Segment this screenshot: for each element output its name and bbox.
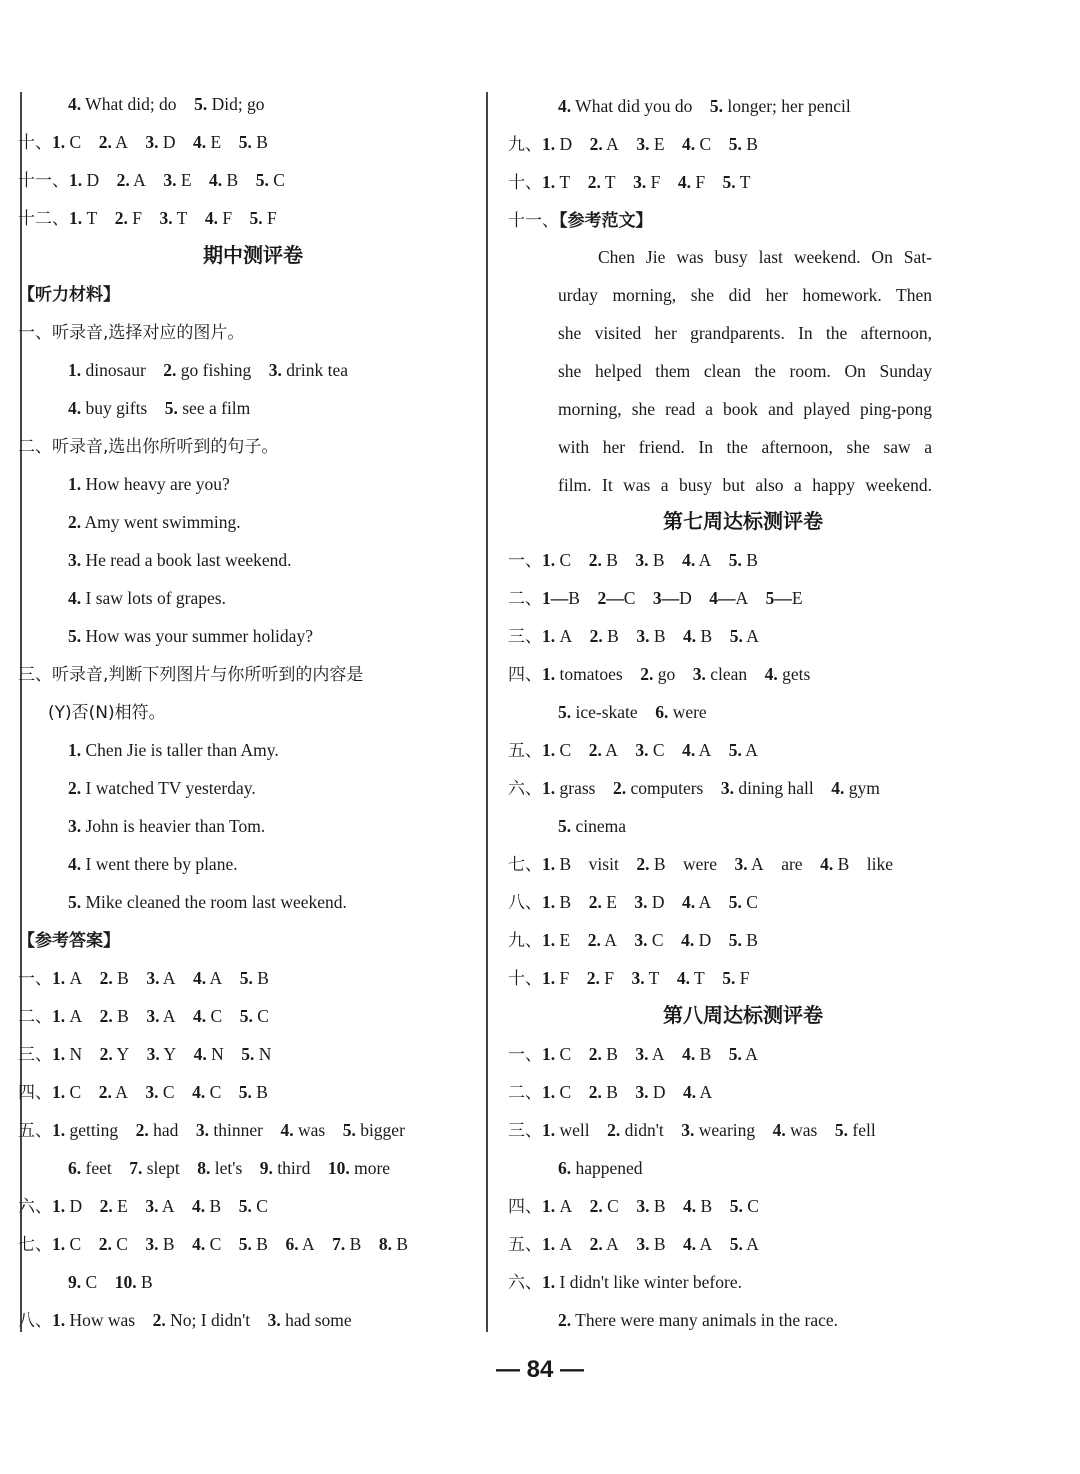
answer-text: 1. F 2. F 3. T 4. T 5. F <box>542 968 750 988</box>
answer-text: 1. C 2. B 3. B 4. A 5. B <box>542 550 758 570</box>
answer-text: 1. C 2. B 3. D 4. A <box>542 1082 713 1102</box>
answer-line <box>68 738 279 762</box>
answer-line <box>508 586 803 611</box>
answer-line <box>508 1194 759 1219</box>
answer-line <box>18 1232 408 1257</box>
question-number: 一、 <box>508 1045 542 1065</box>
answer-line <box>18 1194 268 1219</box>
answer-text: 1. Chen Jie is taller than Amy. <box>68 740 279 760</box>
answer-text: 听录音,选出你所听到的句子。 <box>52 437 279 457</box>
answer-line <box>508 1080 712 1105</box>
answer-line <box>508 548 758 573</box>
answer-text: 1. tomatoes 2. go 3. clean 4. gets <box>542 664 811 684</box>
essay-line: urday morning, she did her homework. Then <box>558 285 932 305</box>
answer-line <box>68 358 348 382</box>
answer-line <box>508 1270 742 1295</box>
answer-text: 1. T 2. T 3. F 4. F 5. T <box>542 172 751 192</box>
question-number: 六、 <box>508 779 542 799</box>
answer-text: 3. He read a book last weekend. <box>68 550 292 570</box>
answer-text: 4. What did; do 5. Did; go <box>68 94 265 114</box>
page-number: — 84 — <box>495 1356 585 1383</box>
essay-line: film. It was a busy but also a happy weekend. <box>558 475 932 495</box>
question-number: 九、 <box>508 135 542 155</box>
answer-line <box>508 738 758 763</box>
question-number: 八、 <box>18 1311 52 1331</box>
section-heading: 第八周达标测评卷 <box>663 1003 823 1027</box>
question-number: 三、 <box>18 665 52 685</box>
answer-line <box>68 814 265 838</box>
answer-text: 1. A 2. A 3. B 4. A 5. A <box>542 1234 759 1254</box>
section-tag <box>18 282 120 307</box>
answer-line <box>18 206 277 231</box>
answer-line <box>48 700 166 725</box>
answer-line <box>18 1004 269 1029</box>
answer-text: 1. C 2. B 3. A 4. B 5. A <box>542 1044 758 1064</box>
question-number: 五、 <box>508 741 542 761</box>
question-number: 六、 <box>18 1197 52 1217</box>
answer-text: 1. C 2. A 3. C 4. C 5. B <box>52 1082 268 1102</box>
answer-line <box>18 1080 268 1105</box>
answer-text: 听录音,选择对应的图片。 <box>52 323 245 343</box>
answer-text: 1. B 2. E 3. D 4. A 5. C <box>542 892 758 912</box>
answer-line <box>68 396 250 420</box>
answer-text: 1. A 2. B 3. A 4. C 5. C <box>52 1006 269 1026</box>
answer-line <box>68 776 256 800</box>
question-number: 一、 <box>18 323 52 343</box>
answer-text: 1. How heavy are you? <box>68 474 230 494</box>
question-number: 三、 <box>508 627 542 647</box>
answer-text: 6. happened <box>558 1158 643 1178</box>
question-number: 三、 <box>18 1045 52 1065</box>
question-number: 一、 <box>18 969 52 989</box>
answer-line <box>558 814 626 838</box>
answer-text: 1. D 2. A 3. E 4. B 5. C <box>69 170 285 190</box>
answer-line <box>508 1232 759 1257</box>
answer-text: 2. Amy went swimming. <box>68 512 241 532</box>
question-number: 一、 <box>508 551 542 571</box>
question-number: 十、 <box>18 133 52 153</box>
question-number: 四、 <box>508 1197 542 1217</box>
essay-line: with her friend. In the afternoon, she saw a <box>558 437 932 457</box>
answer-line <box>18 1308 352 1333</box>
answer-text: 1. How was 2. No; I didn't 3. had some <box>52 1310 352 1330</box>
question-number: 四、 <box>508 665 542 685</box>
answer-line <box>68 510 241 534</box>
question-number: 十、 <box>508 969 542 989</box>
left-margin-rule <box>20 92 22 1332</box>
answer-line <box>508 852 893 877</box>
essay-line: Chen Jie was busy last weekend. On Sat- <box>598 247 932 267</box>
answer-text: 听录音,判断下列图片与你所听到的内容是 <box>52 665 364 685</box>
sample-essay <box>558 238 932 504</box>
answer-text: 4. What did you do 5. longer; her pencil <box>558 96 851 116</box>
answer-line <box>558 1308 838 1332</box>
answer-line <box>18 130 268 155</box>
question-number: 七、 <box>18 1235 52 1255</box>
answer-line <box>558 94 851 118</box>
answer-text: 1. D 2. E 3. A 4. B 5. C <box>52 1196 268 1216</box>
question-number: 四、 <box>18 1083 52 1103</box>
answer-text: 1. B visit 2. B were 3. A are 4. B like <box>542 854 893 874</box>
answer-text: 【参考范文】 <box>559 211 653 231</box>
question-number: 五、 <box>18 1121 52 1141</box>
answer-text: 1. A 2. B 3. A 4. A 5. B <box>52 968 269 988</box>
answer-line <box>68 852 238 876</box>
question-number: 二、 <box>508 1083 542 1103</box>
section-heading: 第七周达标测评卷 <box>663 509 823 533</box>
answer-text: 9. C 10. B <box>68 1272 153 1292</box>
answer-text: 2. I watched TV yesterday. <box>68 778 256 798</box>
answer-line <box>68 1156 390 1180</box>
answer-text: 1. C 2. A 3. D 4. E 5. B <box>52 132 268 152</box>
answer-text: 1. I didn't like winter before. <box>542 1272 742 1292</box>
answer-text: 4. I went there by plane. <box>68 854 238 874</box>
answer-text: 1. dinosaur 2. go fishing 3. drink tea <box>68 360 348 380</box>
answer-text: 1. A 2. C 3. B 4. B 5. C <box>542 1196 759 1216</box>
answer-text: (Y)否(N)相符。 <box>48 703 166 723</box>
section-tag-label: 【听力材料】 <box>18 285 120 305</box>
answer-line <box>508 132 758 157</box>
answer-line <box>68 1270 153 1294</box>
answer-text: 1. E 2. A 3. C 4. D 5. B <box>542 930 758 950</box>
answer-text: 1. well 2. didn't 3. wearing 4. was 5. fell <box>542 1120 876 1140</box>
answer-line <box>18 434 278 459</box>
answer-line <box>18 662 363 687</box>
question-number: 二、 <box>18 437 52 457</box>
answer-line <box>68 548 292 572</box>
answer-line <box>508 662 810 687</box>
answer-line <box>508 890 758 915</box>
question-number: 二、 <box>508 589 542 609</box>
answer-line <box>68 92 265 116</box>
question-number: 三、 <box>508 1121 542 1141</box>
essay-line: she helped them clean the room. On Sunday <box>558 361 932 381</box>
answer-text: 1. T 2. F 3. T 4. F 5. F <box>69 208 277 228</box>
question-number: 二、 <box>18 1007 52 1027</box>
answer-line <box>508 170 750 195</box>
answer-line <box>508 624 759 649</box>
question-number: 九、 <box>508 931 542 951</box>
question-number: 七、 <box>508 855 542 875</box>
answer-line <box>18 168 285 193</box>
answer-line <box>18 1118 405 1143</box>
essay-line: morning, she read a book and played ping-pong <box>558 399 932 419</box>
question-number: 六、 <box>508 1273 542 1293</box>
answer-text: 5. Mike cleaned the room last weekend. <box>68 892 347 912</box>
answer-line <box>508 1118 876 1143</box>
answer-text: 1—B 2—C 3—D 4—A 5—E <box>542 588 803 608</box>
answer-line <box>68 586 226 610</box>
column-divider-rule <box>486 92 488 1332</box>
answer-text: 1. C 2. C 3. B 4. C 5. B 6. A 7. B 8. B <box>52 1234 408 1254</box>
answer-text: 1. A 2. B 3. B 4. B 5. A <box>542 626 759 646</box>
essay-line: she visited her grandparents. In the afternoon, <box>558 323 932 343</box>
question-number: 五、 <box>508 1235 542 1255</box>
answer-text: 5. ice-skate 6. were <box>558 702 707 722</box>
question-number: 十二、 <box>18 209 69 229</box>
section-tag-label: 【参考答案】 <box>18 931 120 951</box>
answer-line <box>68 472 230 496</box>
answer-text: 3. John is heavier than Tom. <box>68 816 266 836</box>
answer-line <box>558 1156 643 1180</box>
answer-line <box>508 966 749 991</box>
question-number: 十一、 <box>18 171 69 191</box>
answer-line <box>508 1042 758 1067</box>
answer-line <box>508 928 758 953</box>
answer-text: 5. cinema <box>558 816 627 836</box>
answer-text: 4. I saw lots of grapes. <box>68 588 226 608</box>
answer-text: 6. feet 7. slept 8. let's 9. third 10. more <box>68 1158 391 1178</box>
answer-text: 5. How was your summer holiday? <box>68 626 313 646</box>
answer-text: 2. There were many animals in the race. <box>558 1310 839 1330</box>
answer-text: 1. N 2. Y 3. Y 4. N 5. N <box>52 1044 272 1064</box>
answer-text: 4. buy gifts 5. see a film <box>68 398 251 418</box>
answer-line <box>18 320 244 345</box>
section-tag <box>18 928 120 953</box>
section-heading: 期中测评卷 <box>203 243 303 267</box>
question-number: 八、 <box>508 893 542 913</box>
answer-text: 1. grass 2. computers 3. dining hall 4. gym <box>542 778 880 798</box>
answer-text: 1. getting 2. had 3. thinner 4. was 5. bigger <box>52 1120 405 1140</box>
answer-line <box>558 700 707 724</box>
answer-text: 1. D 2. A 3. E 4. C 5. B <box>542 134 758 154</box>
answer-text: 1. C 2. A 3. C 4. A 5. A <box>542 740 758 760</box>
question-number: 十一、 <box>508 211 559 231</box>
answer-line <box>68 890 347 914</box>
answer-line <box>68 624 313 648</box>
answer-line <box>508 776 880 801</box>
answer-line <box>508 208 653 233</box>
answer-line <box>18 1042 271 1067</box>
answer-line <box>18 966 269 991</box>
question-number: 十、 <box>508 173 542 193</box>
